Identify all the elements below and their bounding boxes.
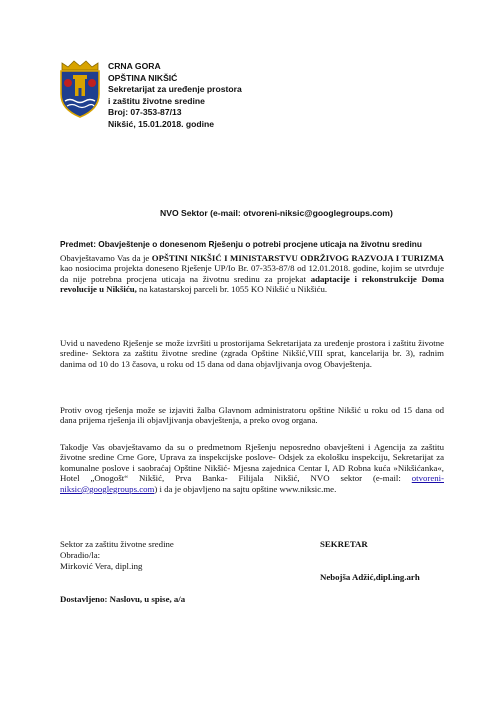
prepared-label: Obradio/la:	[60, 550, 101, 561]
paragraph-appeal: Protiv ovog rješenja može se izjaviti žalba Glavnom administratoru opštine Nikšić u roku od 15 dana od dana prijema rješenja ili objavljivanja obavještenja, a preko ovog organa.	[60, 405, 444, 426]
para1-organizations: OPŠTINI NIKŠIĆ I MINISTARSTVU ODRŽIVOG RAZVOJA I TURIZMA	[151, 253, 444, 263]
paragraph-inspection: Uvid u navedeno Rješenje se može izvršiti u prostorijama Sekretarijata za uređenje prostora i zaštitu životne sredine- Sektora za zaštitu životne sredine (zgrada Opštine Nikšić,VIII sprat, kancelarija br. 3), radnim danima od 10 do 13 časova, u roku od 15 dana od dana objavljivanja ovog Obavještenja.	[60, 338, 444, 369]
paragraph-decision	[60, 253, 444, 295]
country-name: CRNA GORA	[108, 61, 161, 71]
department-name: Sektor za zaštitu životne sredine	[60, 539, 174, 549]
signer-title: SEKRETAR	[320, 539, 368, 549]
secretariat-line-2: i zaštitu životne sredine	[108, 95, 205, 106]
delivery-note: Dostavljeno: Naslovu, u spise, a/a	[60, 594, 186, 604]
email-link[interactable]: otvoreni-niksic@googlegroups.com	[60, 473, 444, 494]
subject-line: Predmet: Obavještenje o donesenom Rješenju o potrebi procjene uticaja na životnu sredinu	[60, 239, 422, 249]
municipality-coat-of-arms	[58, 60, 102, 118]
document-number: Broj: 07-353-87/13	[108, 107, 182, 118]
para4-end: ) i da je objavljeno na sajtu opštine www.niksic.me.	[154, 483, 337, 494]
place-and-date: Nikšić, 15.01.2018. godine	[108, 118, 215, 129]
preparer-name: Mirković Vera, dipl.ing	[60, 561, 143, 572]
secretariat-line-1: Sekretarijat za uređenje prostora	[108, 84, 242, 95]
para1-project: adaptacije i rekonstrukcije Doma revolucije u Nikšiću,	[60, 273, 444, 295]
signer-name: Nebojša Adžić,dipl.ing.arh	[320, 572, 420, 582]
municipality-name: OPŠTINA NIKŠIĆ	[108, 72, 178, 83]
para1-intro: Obavještavamo Vas da je	[60, 253, 152, 263]
para4-text: Takodje Vas obavještavamo da su o predmetnom Rješenju neposredno obavješteni i Agencija za zaštitu životne sredine Crne Gore, Uprava za inspekcijske poslove- Odsjek za ekološku inspekciju, Sekretarijat za komunalne poslove i saobraćaj Opštine Nikšić- Mjesna zajednica Centar I, AD Robna kuća »Nikšićanka«, Hotel „Onogošt“ Nikšić, Prva Banka- Filijala Nikšić, NVO sektor (e-mail:	[60, 442, 444, 484]
para1-middle: kao nosiocima projekta doneseno Rješenje UP/Io Br. 07-353-87/8 od 12.01.2018. godine, kojim se utvrđuje da nije potrebna procjena uticaja na životnu sredinu za projekat	[60, 263, 444, 284]
prepared-by-block	[60, 539, 174, 573]
paragraph-notified-parties	[60, 442, 444, 494]
para1-end: na katastarskoj parceli br. 1055 KO Nikšić u Nikšiću.	[136, 284, 328, 295]
recipient: NVO Sektor (e-mail: otvoreni-niksic@googlegroups.com)	[160, 208, 393, 218]
letterhead	[108, 61, 328, 131]
